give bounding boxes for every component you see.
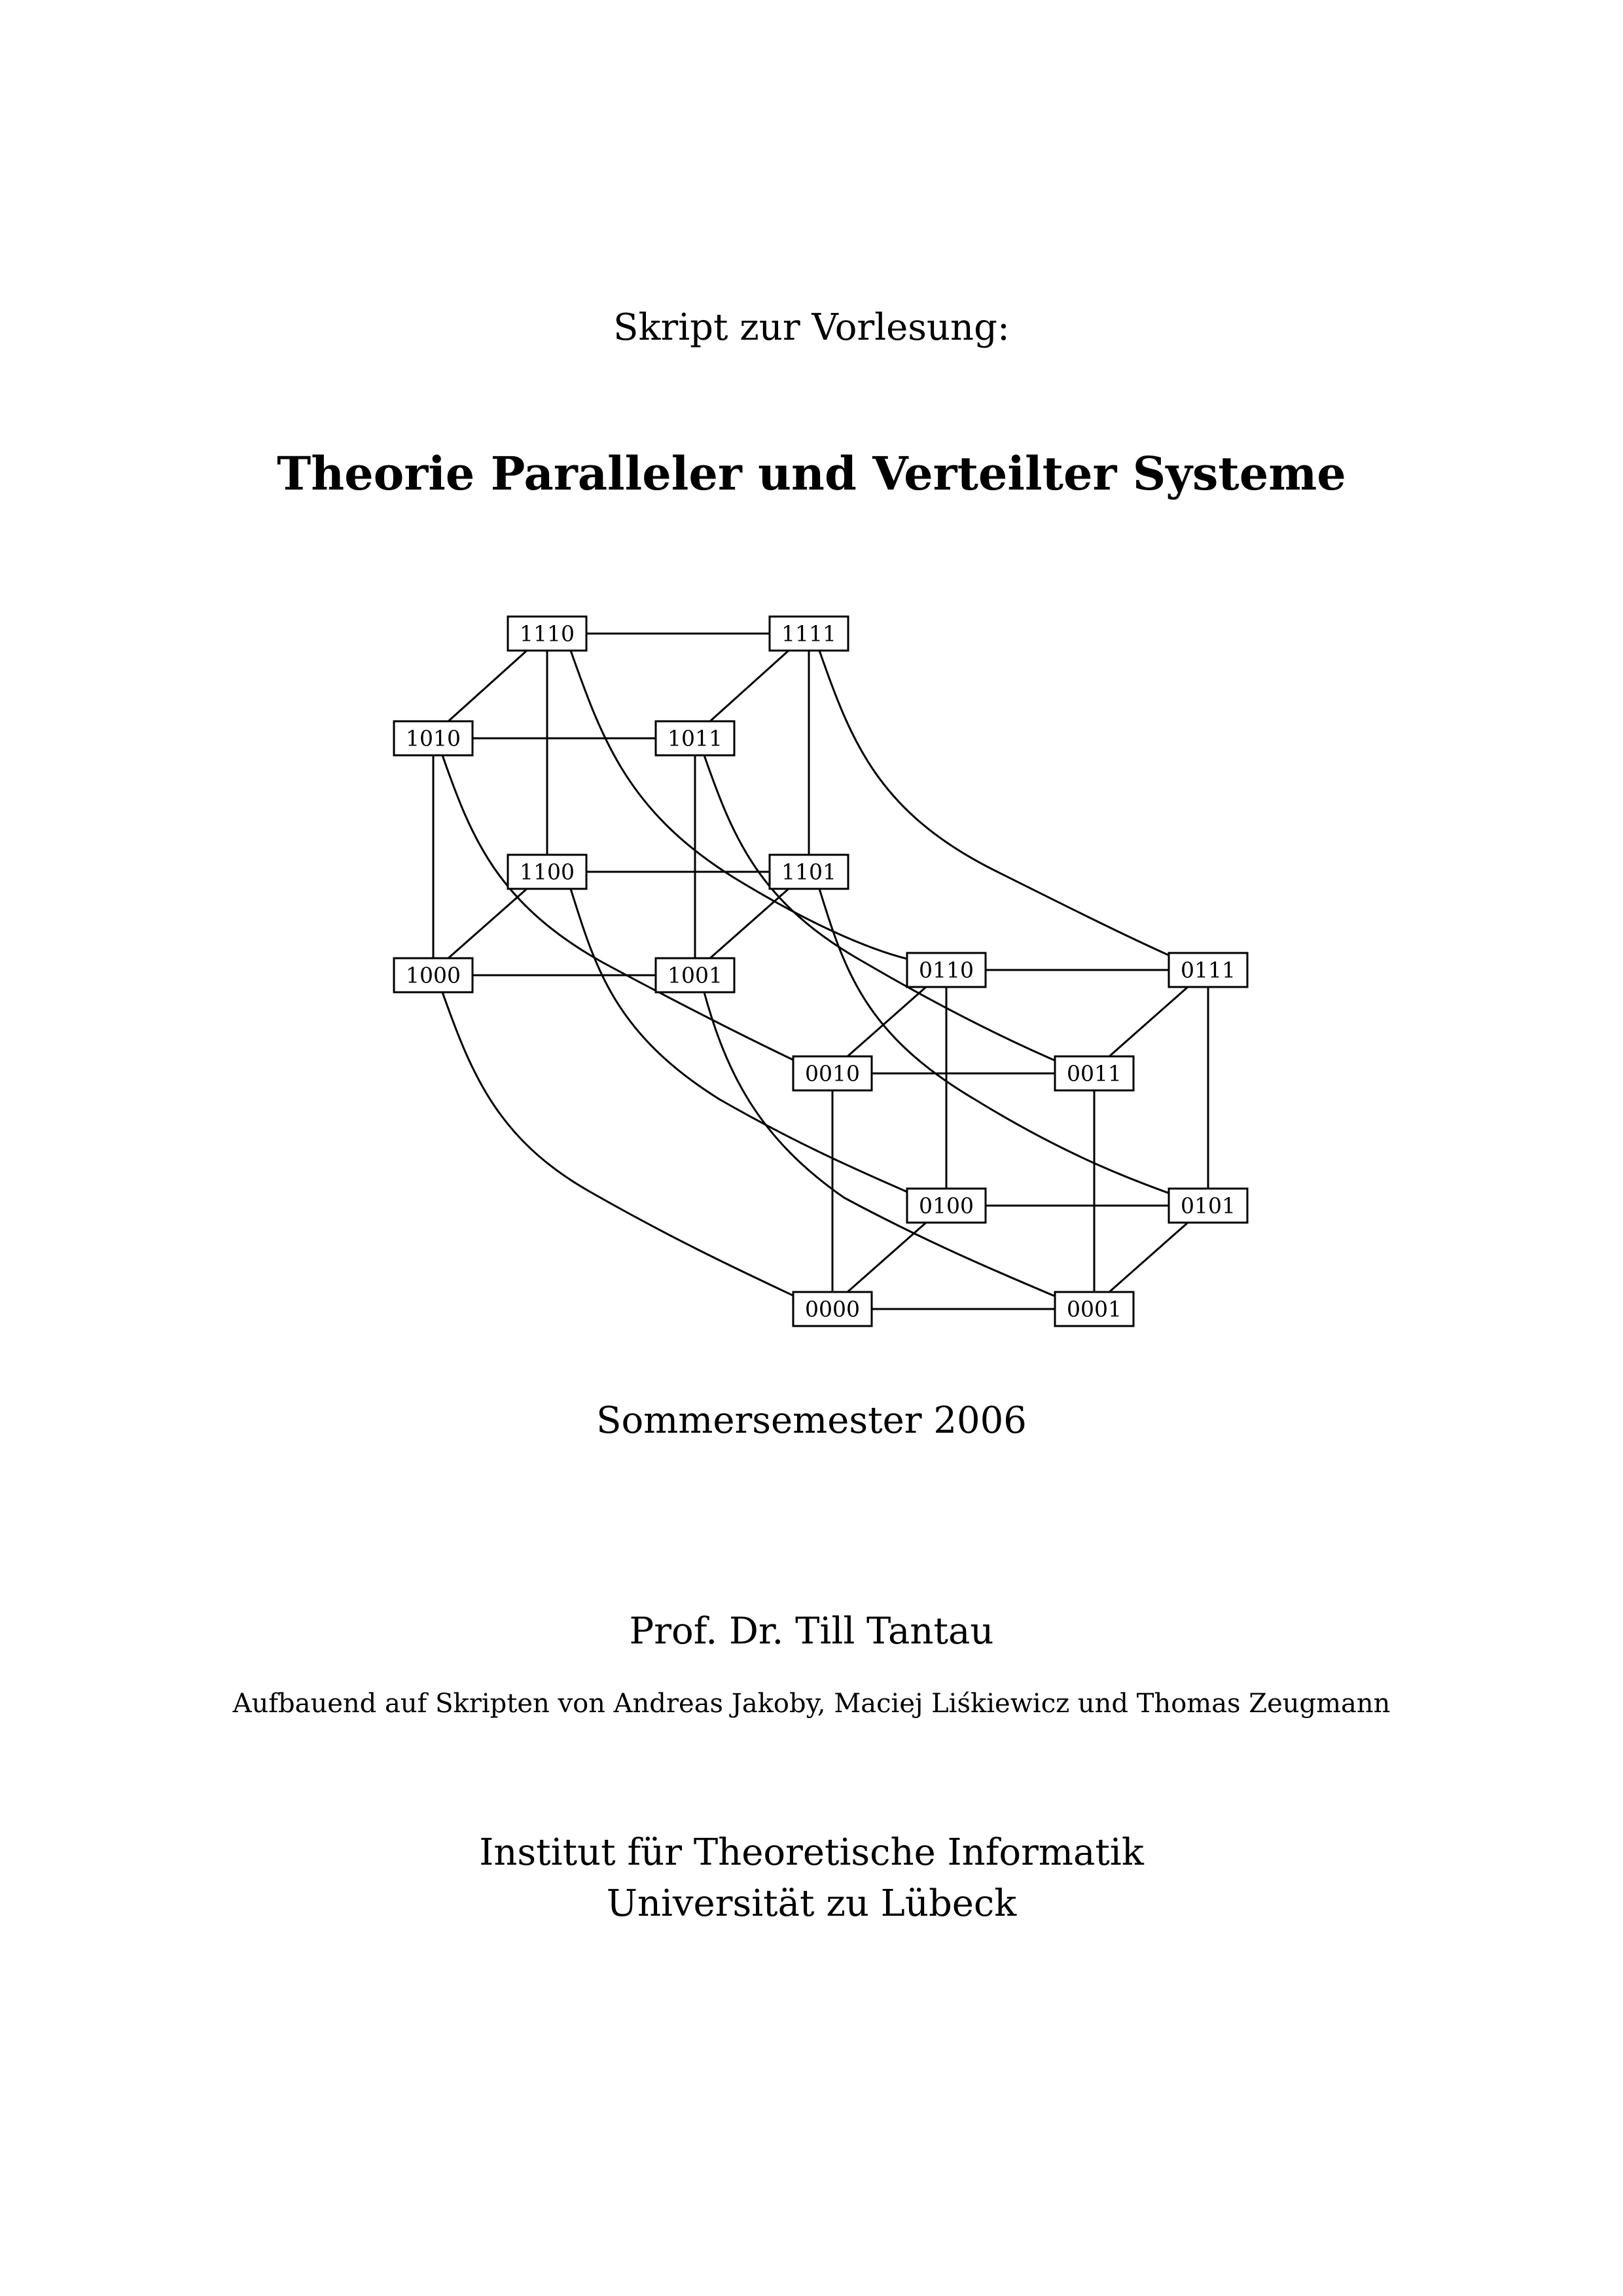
edge-1100-1000: [448, 889, 527, 958]
node-1000: [394, 958, 473, 992]
node-1010: [394, 721, 473, 755]
node-label: 1010: [406, 725, 461, 751]
edge-1110-0110: [571, 651, 923, 962]
node-label: 0011: [1067, 1060, 1122, 1086]
edge-1111-1011: [710, 651, 789, 721]
edge-1010-0010: [442, 755, 805, 1066]
node-1011: [656, 721, 734, 755]
author-name: Prof. Dr. Till Tantau: [629, 1610, 994, 1653]
node-label: 0110: [919, 957, 974, 983]
edge-0101-0001: [1109, 1223, 1188, 1292]
node-label: 1001: [668, 962, 722, 988]
node-0101: [1169, 1189, 1247, 1223]
node-label: 0000: [805, 1296, 860, 1322]
node-0001: [1055, 1292, 1133, 1326]
node-0110: [907, 953, 986, 987]
edge-1001-0001: [704, 992, 1067, 1301]
node-1110: [508, 617, 586, 651]
node-label: 0101: [1181, 1193, 1236, 1219]
node-1111: [770, 617, 848, 651]
node-label: 0010: [805, 1060, 860, 1086]
node-label: 1011: [668, 725, 722, 751]
edge-0111-0011: [1109, 987, 1188, 1056]
diagram-edges: [433, 634, 1208, 1309]
node-label: 0001: [1067, 1296, 1122, 1322]
node-0000: [793, 1292, 872, 1326]
institution-line-2: Universität zu Lübeck: [606, 1882, 1017, 1925]
edge-1101-1001: [710, 889, 789, 958]
node-label: 1111: [781, 620, 836, 647]
institution-line-1: Institut für Theoretische Informatik: [479, 1831, 1144, 1874]
node-1001: [656, 958, 734, 992]
node-label: 1100: [520, 859, 575, 885]
node-label: 1000: [406, 962, 461, 988]
node-label: 0100: [919, 1193, 974, 1219]
node-0111: [1169, 953, 1247, 987]
edge-1111-0111: [819, 651, 1185, 962]
credits-line: Aufbauend auf Skripten von Andreas Jakoby, Maciej Liśkiewicz und Thomas Zeugmann: [232, 1689, 1391, 1719]
node-0010: [793, 1056, 872, 1090]
node-label: 1101: [781, 859, 836, 885]
semester-label: Sommersemester 2006: [596, 1399, 1027, 1442]
node-label: 1110: [520, 620, 575, 647]
node-1101: [770, 855, 848, 889]
edge-1011-0011: [704, 755, 1067, 1066]
edge-1110-1010: [448, 651, 527, 721]
node-0011: [1055, 1056, 1133, 1090]
diagram-nodes: [394, 617, 1247, 1326]
node-1100: [508, 855, 586, 889]
document-title: Theorie Paralleler und Verteilter Systeme: [277, 446, 1346, 501]
subtitle: Skript zur Vorlesung:: [613, 306, 1010, 349]
node-label: 0111: [1181, 957, 1236, 983]
node-0100: [907, 1189, 986, 1223]
edge-1100-0100: [571, 889, 920, 1198]
edge-0110-0010: [847, 987, 926, 1056]
